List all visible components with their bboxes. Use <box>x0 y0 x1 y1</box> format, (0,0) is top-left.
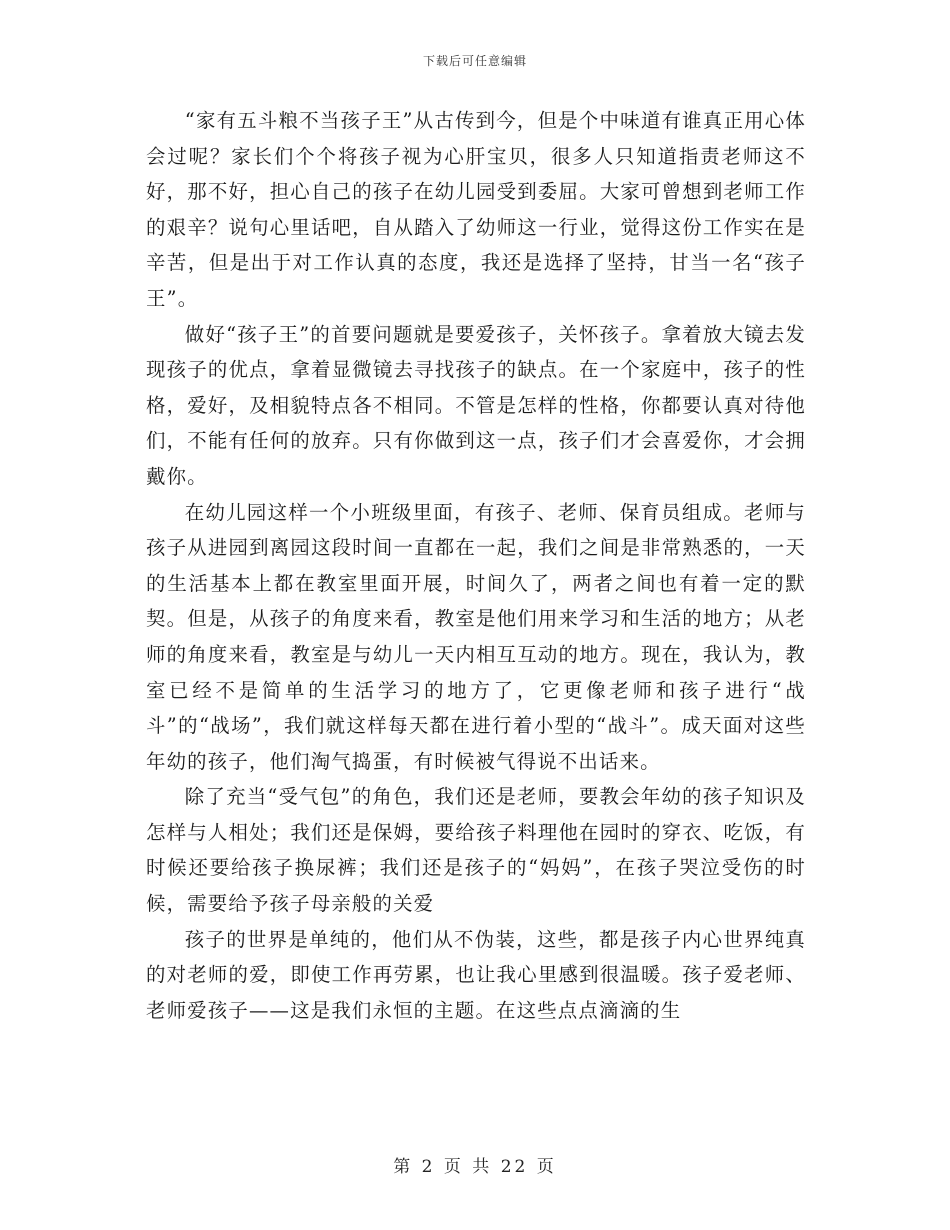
paragraph-5: 孩子的世界是单纯的，他们从不伪装，这些，都是孩子内心世界纯真的对老师的爱，即使工作再劳累，也让我心里感到很温暖。孩子爱老师、老师爱孩子——这是我们永恒的主题。在这些点点滴滴的生 <box>146 927 806 1022</box>
paragraph-4: 除了充当“受气包”的角色，我们还是老师，要教会年幼的孩子知识及怎样与人相处；我们还是保姆，要给孩子料理他在园时的穿衣、吃饭，有时候还要给孩子换尿裤；我们还是孩子的“妈妈”，在孩子哭泣受伤的时候，需要给予孩子母亲般的关爱 <box>146 785 806 916</box>
paragraph-1: “家有五斗粮不当孩子王”从古传到今，但是个中味道有谁真正用心体会过呢？家长们个个将孩子视为心肝宝贝，很多人只知道指责老师这不好，那不好，担心自己的孩子在幼儿园受到委屈。大家可曾想到老师工作的艰辛？说句心里话吧，自从踏入了幼师这一行业，觉得这份工作实在是辛苦，但是出于对工作认真的态度，我还是选择了坚持，甘当一名“孩子王”。 <box>146 109 806 310</box>
paragraph-3: 在幼儿园这样一个小班级里面，有孩子、老师、保育员组成。老师与孩子从进园到离园这段时间一直都在一起，我们之间是非常熟悉的，一天的生活基本上都在教室里面开展，时间久了，两者之间也有着一定的默契。但是，从孩子的角度来看，教室是他们用来学习和生活的地方；从老师的角度来看，教室是与幼儿一天内相互互动的地方。现在，我认为，教室已经不是简单的生活学习的地方了，它更像老师和孩子进行“战斗”的“战场”，我们就这样每天都在进行着小型的“战斗”。成天面对这些年幼的孩子，他们淘气捣蛋，有时候被气得说不出话来。 <box>146 500 806 773</box>
page-header-note: 下载后可任意编辑 <box>422 54 527 68</box>
page-number: 第 2 页 共 22 页 <box>393 1157 557 1177</box>
paragraph-2: 做好“孩子王”的首要问题就是要爱孩子，关怀孩子。拿着放大镜去发现孩子的优点，拿着显微镜去寻找孩子的缺点。在一个家庭中，孩子的性格，爱好，及相貌特点各不相同。不管是怎样的性格，你都要认真对待他们，不能有任何的放弃。只有你做到这一点，孩子们才会喜爱你，才会拥戴你。 <box>146 322 806 488</box>
document-body <box>146 103 806 1028</box>
